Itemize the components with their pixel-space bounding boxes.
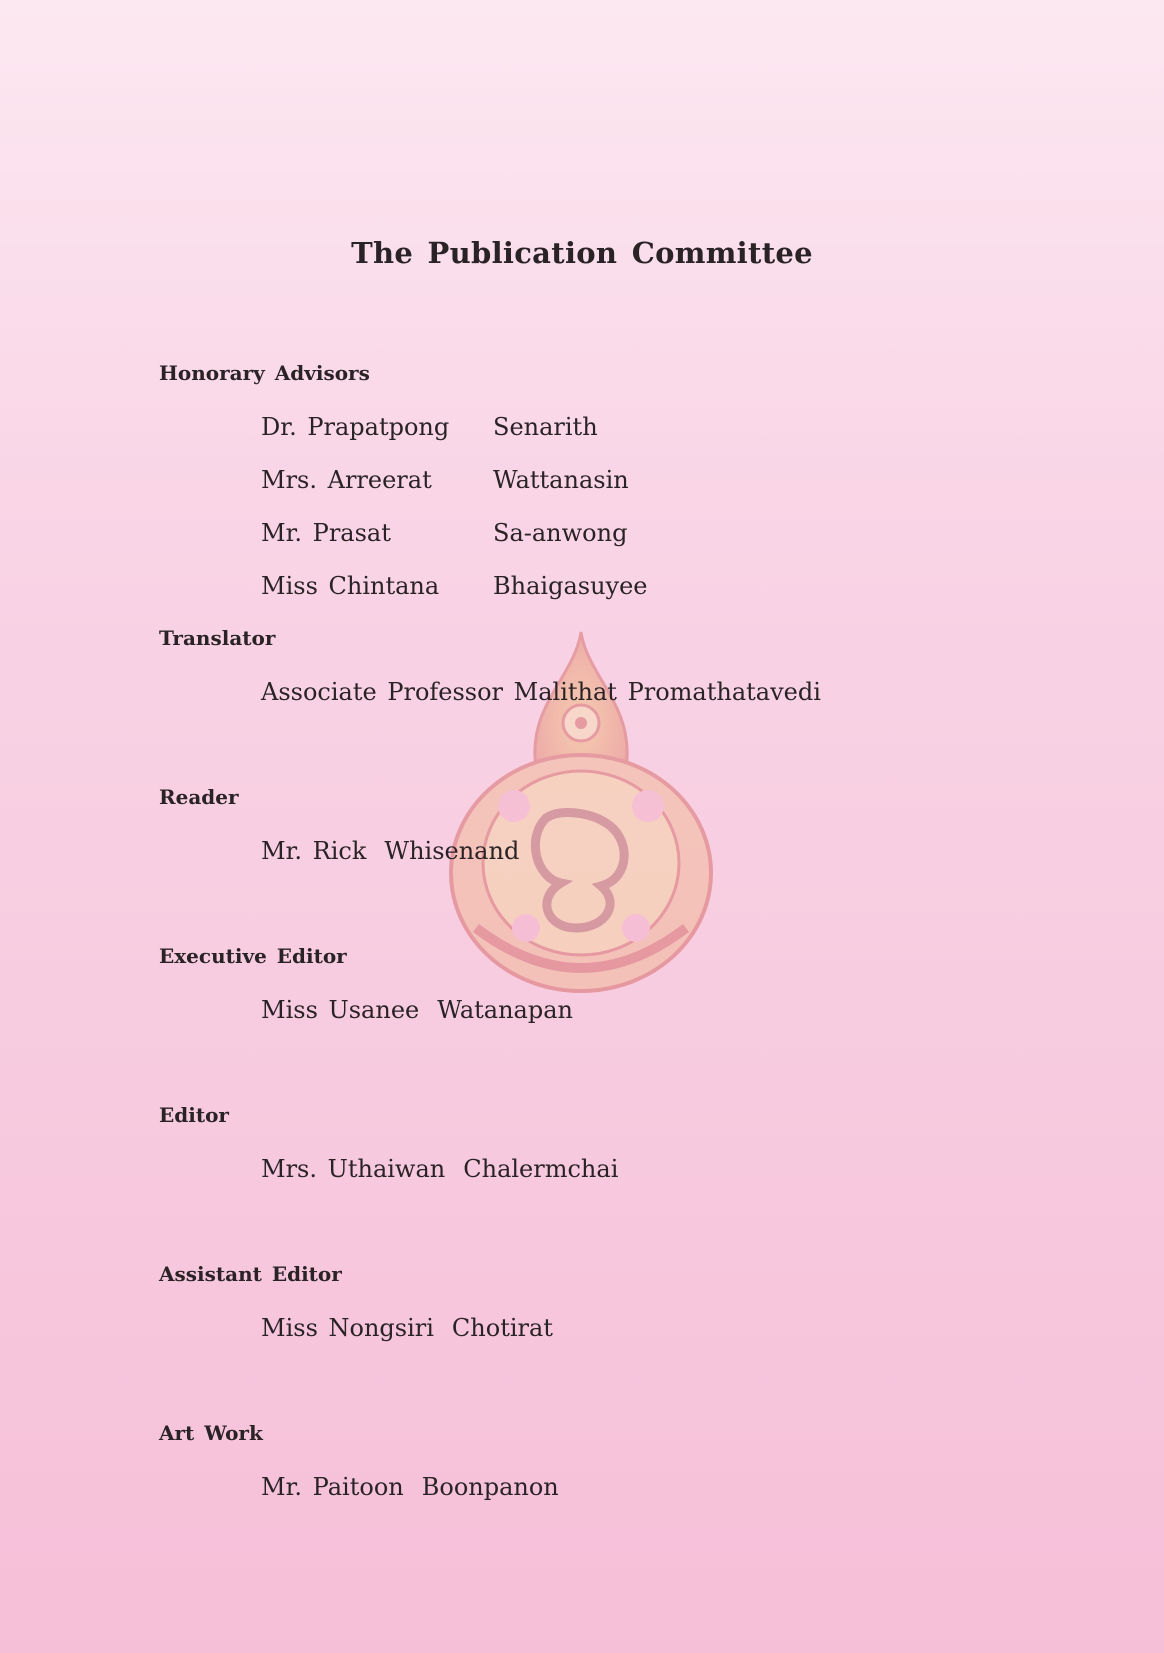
- advisor-row: [261, 464, 629, 496]
- page-title: The Publication Committee: [351, 236, 813, 270]
- editor-first-name: Mrs. Uthaiwan: [261, 1155, 446, 1183]
- advisor-row: [261, 570, 648, 602]
- art-work-heading: Art Work: [159, 1421, 263, 1445]
- assistant-editor-row: [261, 1312, 553, 1344]
- art-work-last-name: Boonpanon: [421, 1473, 559, 1501]
- editor-row: [261, 1153, 618, 1185]
- assistant-editor-heading: Assistant Editor: [159, 1262, 342, 1286]
- reader-first-name: Mr. Rick: [261, 837, 367, 865]
- reader-row: [261, 835, 519, 867]
- advisor-last-name: Senarith: [493, 413, 598, 441]
- advisor-row: [261, 411, 598, 443]
- advisor-last-name: Bhaigasuyee: [493, 572, 648, 600]
- executive-editor-row: [261, 994, 573, 1026]
- honorary-advisors-heading: Honorary Advisors: [159, 361, 370, 385]
- executive-editor-first-name: Miss Usanee: [261, 996, 420, 1024]
- reader-heading: Reader: [159, 785, 239, 809]
- editor-last-name: Chalermchai: [463, 1155, 619, 1183]
- reader-last-name: Whisenand: [384, 837, 520, 865]
- translator-name: Associate Professor Malithat Promathatavedi: [261, 678, 821, 706]
- translator-heading: Translator: [159, 626, 276, 650]
- advisor-row: [261, 517, 627, 549]
- art-work-row: [261, 1471, 559, 1503]
- advisor-first-name: Mrs. Arreerat: [261, 466, 432, 494]
- assistant-editor-last-name: Chotirat: [451, 1314, 553, 1342]
- advisor-first-name: Miss Chintana: [261, 572, 440, 600]
- executive-editor-heading: Executive Editor: [159, 944, 347, 968]
- advisor-first-name: Dr. Prapatpong: [261, 413, 450, 441]
- art-work-first-name: Mr. Paitoon: [261, 1473, 404, 1501]
- editor-heading: Editor: [159, 1103, 229, 1127]
- assistant-editor-first-name: Miss Nongsiri: [261, 1314, 434, 1342]
- advisor-last-name: Wattanasin: [493, 466, 629, 494]
- advisor-first-name: Mr. Prasat: [261, 519, 391, 547]
- executive-editor-last-name: Watanapan: [437, 996, 573, 1024]
- advisor-last-name: Sa-anwong: [493, 519, 628, 547]
